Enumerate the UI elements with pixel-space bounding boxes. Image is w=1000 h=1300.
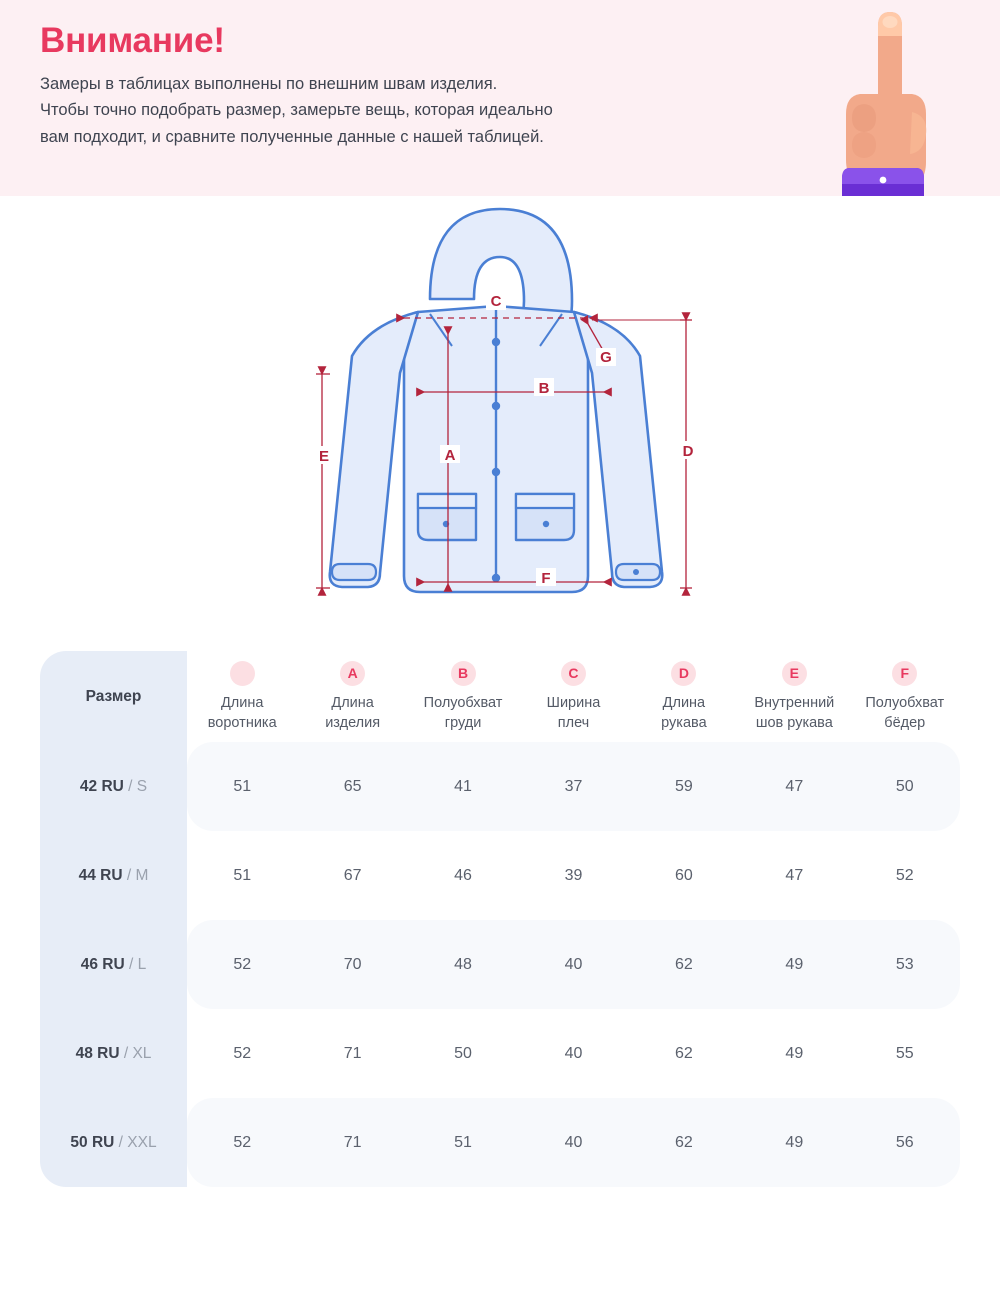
row-1-size <box>40 831 187 920</box>
label-E: E <box>318 448 330 465</box>
row-1-val-0: 51 <box>233 866 252 884</box>
table-row[interactable] <box>40 1009 960 1098</box>
header-col-0 <box>187 651 297 742</box>
row-1-val-6: 52 <box>895 866 914 884</box>
row-2-val-6: 53 <box>850 920 960 1009</box>
label-F: F <box>541 570 551 587</box>
col-badge-2: B <box>451 661 476 686</box>
row-1-val-2: 46 <box>454 866 472 884</box>
row-3-val-2: 50 <box>454 1044 472 1062</box>
header-size: Размер <box>40 651 187 742</box>
header-col-5 <box>739 651 849 742</box>
row-2-val-1: 70 <box>297 920 407 1009</box>
col-label-5-line1: Внутренний <box>754 695 835 712</box>
col-badge-5: E <box>782 661 807 686</box>
col-label-2-line1: Полуобхват <box>423 695 503 712</box>
col-label-2-line2: груди <box>444 714 482 731</box>
notice-title: Внимание! <box>40 21 225 60</box>
notice-text <box>40 71 780 151</box>
jacket-illustration <box>330 209 663 592</box>
col-label-1-line2: изделия <box>325 714 381 731</box>
row-0-size-intl: / S <box>128 777 148 795</box>
jacket-measurement-diagram <box>0 196 1000 641</box>
row-2-val-5: 49 <box>739 920 849 1009</box>
row-0-val-0: 51 <box>187 742 297 831</box>
row-2-size <box>40 920 187 1009</box>
row-3-val-1: 71 <box>343 1044 362 1062</box>
row-3-val-3: 40 <box>564 1044 583 1062</box>
col-label-5-line2: шов рукава <box>755 714 833 731</box>
row-0-size <box>40 742 187 831</box>
label-D: D <box>682 443 694 460</box>
row-2-val-0: 52 <box>187 920 297 1009</box>
label-C: C <box>490 293 502 310</box>
col-badge-1: A <box>340 661 365 686</box>
col-label-0-line1: Длина <box>220 695 264 712</box>
jacket-svg <box>0 196 1000 641</box>
row-0-val-6: 50 <box>850 742 960 831</box>
header-col-2 <box>408 651 518 742</box>
col-badge-0 <box>230 661 255 686</box>
col-badge-4: D <box>671 661 696 686</box>
row-0-val-4: 59 <box>629 742 739 831</box>
row-1-val-3: 39 <box>564 866 583 884</box>
table-row[interactable] <box>40 831 960 920</box>
col-label-3-line1: Ширина <box>546 695 601 712</box>
size-table <box>40 651 960 1187</box>
header-col-4 <box>629 651 739 742</box>
table-row[interactable] <box>40 742 960 831</box>
col-label-4-line2: рукава <box>661 714 707 731</box>
col-label-3-line2: плеч <box>557 714 590 731</box>
row-0-val-3: 37 <box>518 742 628 831</box>
row-3-size-intl: / XL <box>123 1044 152 1062</box>
row-1-size-intl: / M <box>126 866 149 884</box>
header-col-1 <box>297 651 407 742</box>
row-0-val-5: 47 <box>739 742 849 831</box>
row-3-val-4: 62 <box>675 1044 693 1062</box>
row-4-size <box>40 1098 187 1187</box>
row-4-val-6: 56 <box>850 1098 960 1187</box>
row-2-size-ru: 46 RU <box>80 955 125 973</box>
col-label-6-line1: Полуобхват <box>865 695 945 712</box>
label-G: G <box>600 349 612 366</box>
notice-line-1: Замеры в таблицах выполнены по внешним швам изделия. <box>40 74 498 93</box>
notice-banner <box>0 0 1000 196</box>
row-4-size-ru: 50 RU <box>70 1133 115 1151</box>
notice-line-3: вам подходит, и сравните полученные данные с нашей таблицей. <box>40 127 544 146</box>
row-1-val-1: 67 <box>343 866 362 884</box>
row-4-val-2: 51 <box>408 1098 518 1187</box>
row-3-size <box>40 1009 187 1098</box>
row-2-val-2: 48 <box>408 920 518 1009</box>
col-label-1-line1: Длина <box>331 695 374 712</box>
col-badge-6: F <box>892 661 917 686</box>
header-col-6 <box>850 651 960 742</box>
row-3-size-ru: 48 RU <box>75 1044 120 1062</box>
pointing-hand-icon <box>820 8 940 220</box>
row-3-val-5: 49 <box>785 1044 804 1062</box>
row-4-size-intl: / XXL <box>118 1133 157 1151</box>
row-3-val-0: 52 <box>233 1044 252 1062</box>
label-B: B <box>538 380 550 397</box>
row-4-val-1: 71 <box>297 1098 407 1187</box>
col-badge-3: C <box>561 661 586 686</box>
table-row[interactable] <box>40 920 960 1009</box>
row-1-val-5: 47 <box>785 866 804 884</box>
row-0-val-1: 65 <box>297 742 407 831</box>
row-4-val-3: 40 <box>518 1098 628 1187</box>
row-2-size-intl: / L <box>129 955 147 973</box>
col-label-4-line1: Длина <box>662 695 706 712</box>
label-A: A <box>444 447 456 464</box>
row-2-val-3: 40 <box>518 920 628 1009</box>
row-3-val-6: 55 <box>895 1044 914 1062</box>
row-0-val-2: 41 <box>408 742 518 831</box>
size-table-wrap <box>0 641 1000 1187</box>
table-header-row <box>40 651 960 742</box>
row-1-size-ru: 44 RU <box>78 866 123 884</box>
row-0-size-ru: 42 RU <box>79 777 124 795</box>
row-1-val-4: 60 <box>675 866 693 884</box>
row-4-val-5: 49 <box>739 1098 849 1187</box>
table-row[interactable] <box>40 1098 960 1187</box>
row-2-val-4: 62 <box>629 920 739 1009</box>
col-label-6-line2: бёдер <box>884 714 926 731</box>
row-4-val-4: 62 <box>629 1098 739 1187</box>
notice-line-2: Чтобы точно подобрать размер, замерьте вещь, которая идеально <box>40 101 553 120</box>
header-col-3 <box>518 651 628 742</box>
col-label-0-line2: воротника <box>207 714 277 731</box>
row-4-val-0: 52 <box>187 1098 297 1187</box>
